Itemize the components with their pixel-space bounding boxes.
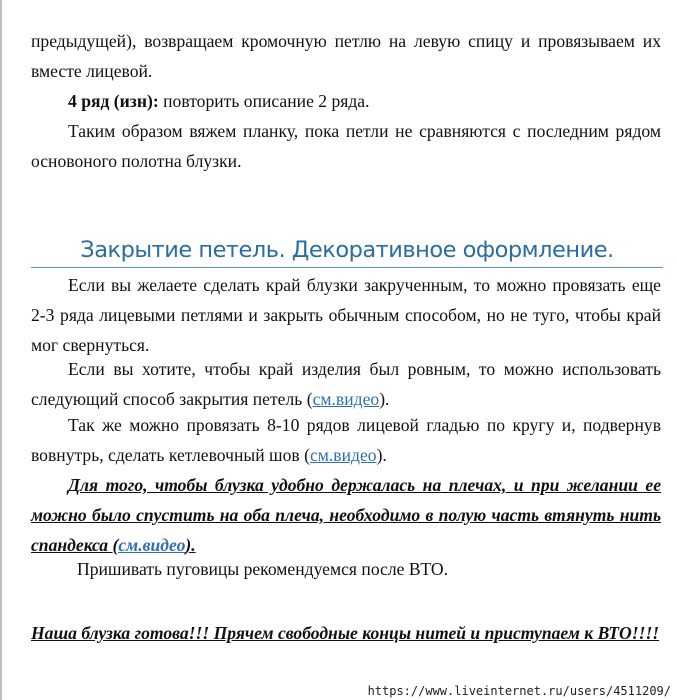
spandex-text: Для того, чтобы блузка удобно держалась на плечах, и при желании ее можно было спустить на оба плеча, необходимо в полую часть втянуть нить спандекса (: [31, 475, 661, 555]
paragraph-rolled-edge: Если вы желаете сделать край блузки закрученным, то можно провязать еще 2-3 ряда лицевыми петлями и закрыть обычным способом, но не туго, чтобы край мог свернуться.: [31, 275, 661, 355]
stockinette-end: ).: [376, 445, 387, 465]
section-heading: Закрытие петель. Декоративное оформление.: [31, 234, 663, 268]
paragraph-stockinette: [31, 410, 661, 470]
even-edge-end: ).: [379, 389, 390, 409]
paragraph-continuation: предыдущей), возвращаем кромочную петлю на левую спицу и провязываем их вместе лицевой.: [31, 31, 661, 81]
stockinette-text: Так же можно провязать 8-10 рядов лицевой гладью по кругу и, подвернув вовнутрь, сделать кетлевочный шов (: [31, 415, 661, 465]
row-4-label: 4 ряд (изн):: [68, 91, 159, 111]
video-link-3[interactable]: см.видео: [118, 535, 186, 555]
paragraph-spandex: [31, 470, 661, 560]
paragraph-even-edge: [31, 354, 661, 414]
even-edge-text: Если вы хотите, чтобы край изделия был ровным, то можно использовать следующий способ закрытия петель (: [31, 359, 661, 409]
video-link-2[interactable]: см.видео: [309, 445, 377, 465]
source-url-watermark: https://www.liveinternet.ru/users/4511209/: [367, 684, 671, 698]
page-left-edge: [0, 0, 2, 700]
paragraph-row-4: [31, 86, 661, 116]
video-link-1[interactable]: см.видео: [312, 389, 380, 409]
paragraph-placket: Таким образом вяжем планку, пока петли не сравняются с последним рядом основоного полотна блузки.: [31, 121, 661, 171]
row-4-text: повторить описание 2 ряда.: [158, 91, 370, 111]
spandex-end: ).: [185, 535, 196, 555]
paragraph-final: Наша блузка готова!!! Прячем свободные концы нитей и приступаем к ВТО!!!!: [31, 623, 660, 643]
paragraph-buttons: Пришивать пуговицы рекомендуемся после ВТО.: [77, 559, 448, 579]
